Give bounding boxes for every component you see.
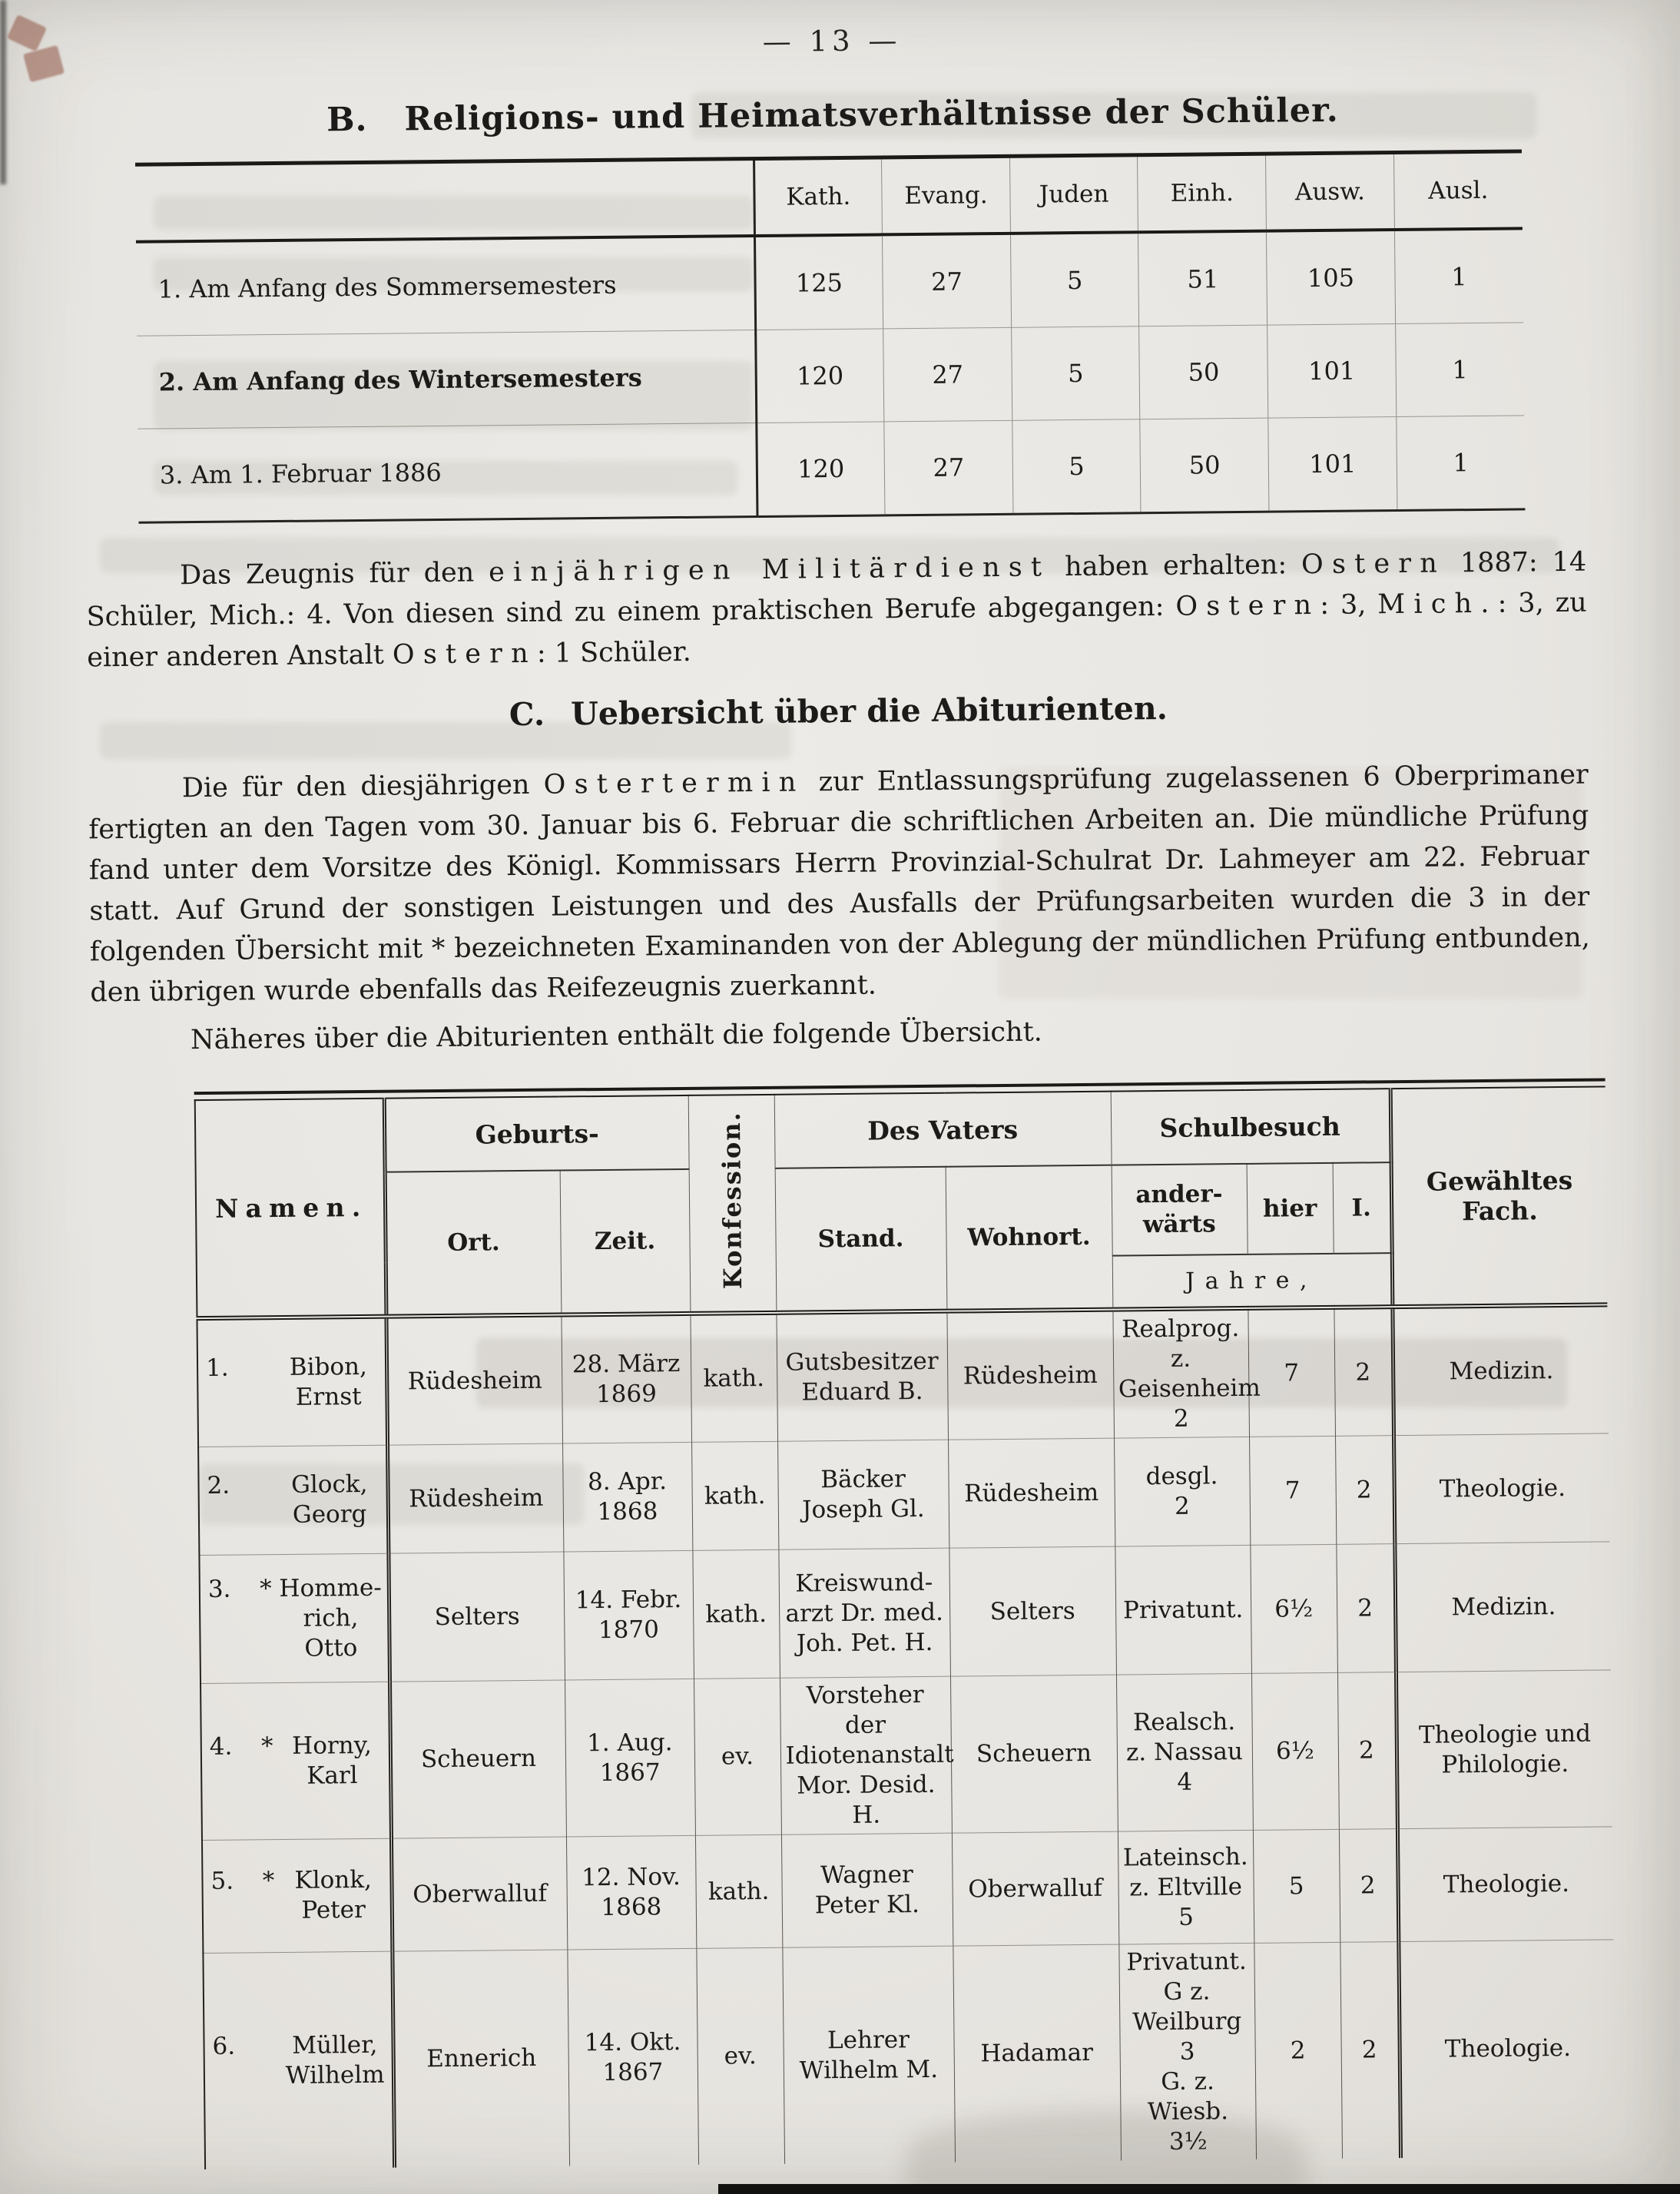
exempt-star: * (260, 1732, 273, 1760)
cell-geburtsort: Oberwalluf (391, 1837, 567, 1951)
cell-schule-anderwaerts: Lateinsch. z. Eltville 5 (1118, 1830, 1254, 1944)
abitur-row (199, 1542, 1611, 1684)
th-gewaehltes-fach: Gewähltes Fach. (1390, 1086, 1608, 1307)
religion-row-label: 2. Am Anfang des Wintersemesters (137, 330, 756, 429)
cell-schule-hier: 6½ (1251, 1672, 1339, 1830)
abiturienten-table-wrapper (194, 1078, 1615, 2169)
row-number: 2. (207, 1471, 230, 1500)
cell-schule-anderwaerts: Realprog. z. Geisenheim 2 (1112, 1308, 1249, 1438)
cell-jahre-prima: 2 (1336, 1544, 1396, 1673)
section-c-label: C. (509, 695, 545, 734)
cell-geburtszeit: 12. Nov. 1868 (566, 1835, 696, 1950)
religion-cell: 5 (1010, 232, 1139, 327)
cell-vater-stand: Wagner Peter Kl. (781, 1833, 953, 1947)
paragraph-text-spaced: einjährigen Militärdienst (488, 552, 1051, 588)
religion-cell: 27 (883, 327, 1012, 422)
paragraph-text: haben erhalten: (1050, 549, 1302, 583)
th-hier: hier (1247, 1163, 1334, 1254)
cell-geburtszeit: 14. Febr. 1870 (563, 1550, 694, 1680)
cell-schule-hier: 7 (1248, 1307, 1335, 1437)
konfession-vertical-label: Konfession. (716, 1111, 747, 1290)
abitur-row (202, 1827, 1613, 1954)
cell-vater-wohnort: Rüdesheim (946, 1310, 1114, 1440)
religion-cell: 101 (1268, 417, 1397, 512)
cell-jahre-prima: 2 (1334, 1307, 1393, 1436)
cell-vater-stand: Gutsbesitzer Eduard B. (776, 1311, 948, 1442)
cell-namen (203, 1951, 394, 2169)
section-b-title: Religions- und Heimatsverhältnisse der Schüler. (404, 91, 1339, 139)
th-wohnort: Wohnort. (946, 1165, 1113, 1311)
th-zeit: Zeit. (560, 1169, 691, 1315)
cell-schule-hier: 2 (1254, 1942, 1342, 2159)
religion-row-label: 1. Am Anfang des Sommersemesters (157, 270, 617, 304)
row-number: 6. (212, 2032, 236, 2060)
religion-cell: 120 (756, 422, 885, 517)
cell-fach: Medizin. (1394, 1542, 1611, 1672)
row-number: 3. (207, 1575, 231, 1603)
religion-cell: 5 (1012, 419, 1142, 515)
paragraph-text: : 3, (1320, 589, 1378, 621)
paragraph-text: zur Entlassungsprüfung zugelassenen 6 Oberprimaner fertigten an den Tagen vom 30. Januar bis 6. Februar die schriftlichen Arbeiten an. Die mündliche Prüfung fand unter dem Vorsitze des Königl. Kommissars Herrn Provinzial-Schulrat Dr. Lahmeyer am 22. Februar statt. Auf Grund der sonstigen Leistungen und des Ausfalls der Prüfungsarbeiten wurden die 3 in der folgenden Übersicht mit * bezeichneten Examinanden von der Ablegung der mündlichen Prüfung entbunden, den übrigen wurde ebenfalls das Reifezeugnis zuerkannt. (88, 759, 1590, 1009)
abitur-header-row-groups (195, 1086, 1606, 1174)
religion-col-kath: Kath. (754, 159, 883, 236)
paragraph-text: Das Zeugnis für den (179, 557, 489, 592)
cell-fach: Medizin. (1392, 1304, 1609, 1435)
cell-fach: Theologie. (1398, 1940, 1615, 2158)
cell-geburtszeit: 14. Okt. 1867 (567, 1948, 698, 2166)
page-number: — 13 — (762, 24, 902, 58)
religion-col-evang: Evang. (882, 158, 1011, 235)
abitur-row (200, 1670, 1612, 1841)
cell-konfession: kath. (695, 1834, 782, 1948)
th-schulbesuch: Schulbesuch (1111, 1089, 1391, 1165)
religion-row (136, 228, 1523, 336)
paragraph-text-spaced: Ostern (1301, 548, 1446, 581)
cell-fach: Theologie. (1393, 1433, 1609, 1544)
student-name: Homme- rich, Otto (279, 1573, 382, 1662)
religion-col-einh: Einh. (1138, 156, 1267, 233)
cell-konfession: kath. (690, 1313, 777, 1443)
cell-schule-anderwaerts: Privatunt. (1115, 1545, 1251, 1675)
th-des-vaters: Des Vaters (774, 1092, 1112, 1168)
cell-vater-wohnort: Selters (949, 1546, 1116, 1676)
cell-namen (199, 1553, 389, 1683)
cell-schule-anderwaerts: Realsch. z. Nassau 4 (1116, 1673, 1253, 1831)
cell-jahre-prima: 2 (1335, 1436, 1394, 1545)
religion-cell: 1 (1394, 228, 1523, 323)
cell-vater-wohnort: Rüdesheim (948, 1438, 1115, 1548)
religion-cell: 105 (1267, 230, 1396, 325)
abitur-row (198, 1433, 1609, 1556)
student-name: Bibon, Ernst (289, 1352, 368, 1411)
section-b-heading (84, 89, 1580, 142)
paragraph-text-spaced: Ostern (1175, 589, 1320, 622)
cell-namen (200, 1682, 391, 1840)
religion-cell: 50 (1139, 325, 1268, 419)
cell-geburtszeit: 8. Apr. 1868 (562, 1442, 692, 1552)
paragraph-text-spaced: Mich. (1377, 588, 1498, 621)
paragraph-text: : 3, zu einer anderen Anstalt (87, 587, 1587, 674)
cell-schule-anderwaerts: desgl. 2 (1114, 1437, 1250, 1546)
section-c-heading (91, 686, 1586, 737)
th-konfession (688, 1095, 777, 1314)
cell-namen (198, 1445, 388, 1555)
paragraph-text-spaced: Ostertermin (543, 767, 805, 800)
cell-geburtsort: Rüdesheim (386, 1315, 562, 1446)
religion-cell: 125 (754, 234, 883, 330)
cell-geburtsort: Scheuern (389, 1680, 566, 1838)
cell-vater-stand: Bäcker Joseph Gl. (777, 1440, 949, 1549)
cell-fach: Theologie und Philologie. (1396, 1670, 1612, 1829)
th-geburts: Geburts- (384, 1095, 689, 1172)
student-name: Glock, Georg (290, 1470, 368, 1529)
th-stand: Stand. (775, 1167, 947, 1313)
abitur-row (197, 1304, 1609, 1447)
student-name: Müller, Wilhelm (285, 2030, 385, 2090)
cell-konfession: kath. (691, 1441, 778, 1550)
religion-row-label: 3. Am 1. Februar 1886 (138, 423, 757, 523)
row-number: 5. (210, 1867, 234, 1895)
row-number: 1. (205, 1354, 229, 1382)
cell-vater-wohnort: Oberwalluf (952, 1831, 1118, 1946)
cell-jahre-prima: 2 (1337, 1672, 1397, 1830)
th-klasse-i: I. (1333, 1162, 1392, 1254)
religion-cell: 27 (883, 234, 1012, 329)
cell-konfession: kath. (692, 1549, 780, 1679)
religion-table-wrapper (135, 149, 1525, 523)
th-jahre: Jahre, (1112, 1253, 1393, 1309)
religion-row (137, 323, 1524, 429)
abitur-row (203, 1940, 1615, 2169)
cell-schule-hier: 7 (1249, 1436, 1336, 1545)
cell-fach: Theologie. (1397, 1827, 1613, 1942)
religion-cell: 27 (884, 420, 1013, 515)
religion-cell: 1 (1397, 416, 1526, 511)
cell-geburtsort: Selters (388, 1552, 565, 1682)
cell-vater-wohnort: Scheuern (950, 1675, 1118, 1833)
religion-col-ausw: Ausw. (1266, 154, 1395, 231)
religion-cell: 101 (1267, 324, 1397, 419)
th-namen: Namen. (195, 1099, 386, 1318)
paragraph-text: : 1 Schüler. (536, 636, 691, 669)
religion-header-row (135, 153, 1523, 241)
cell-konfession: ev. (696, 1947, 784, 2165)
cell-konfession: ev. (694, 1678, 781, 1835)
exempt-star: * (259, 1574, 272, 1602)
cell-schule-hier: 6½ (1250, 1544, 1337, 1673)
abiturienten-table (194, 1085, 1615, 2169)
religion-table (135, 153, 1525, 523)
cell-vater-stand: Vorsteher der Idiotenanstalt Mor. Desid. H. (780, 1676, 952, 1834)
cell-vater-wohnort: Hadamar (953, 1944, 1121, 2163)
section-b-label: B. (326, 100, 368, 140)
scan-edge-bar (718, 2184, 1680, 2194)
religion-cell: 51 (1138, 231, 1267, 326)
cell-vater-stand: Kreiswund- arzt Dr. med. Joh. Pet. H. (778, 1548, 950, 1678)
cell-jahre-prima: 2 (1340, 1942, 1400, 2159)
student-name: Horny, Karl (292, 1731, 373, 1790)
religion-header-empty (135, 161, 754, 242)
th-ort: Ort. (385, 1171, 562, 1317)
religion-cell: 5 (1011, 326, 1140, 421)
cell-schule-hier: 5 (1253, 1829, 1340, 1943)
religion-cell: 1 (1395, 323, 1524, 417)
militaerdienst-paragraph (86, 542, 1587, 679)
student-name: Klonk, Peter (294, 1865, 373, 1924)
cell-namen (202, 1838, 392, 1953)
paragraph-text: Die für den diesjährigen (181, 769, 544, 804)
religion-cell: 120 (755, 329, 884, 423)
religion-row (138, 416, 1525, 522)
cell-geburtsort: Rüdesheim (387, 1443, 563, 1553)
naeheres-line: Näheres über die Abiturienten enthält die folgende Übersicht. (190, 1016, 1042, 1056)
paragraph-text-spaced: Ostern (392, 638, 538, 671)
cell-jahre-prima: 2 (1339, 1829, 1398, 1943)
religion-col-juden: Juden (1009, 157, 1138, 234)
section-c-title: Uebersicht über die Abiturienten. (570, 689, 1168, 733)
abiturienten-paragraph (88, 755, 1591, 1014)
religion-cell: 50 (1140, 418, 1269, 513)
cell-vater-stand: Lehrer Wilhelm M. (782, 1946, 955, 2164)
cell-geburtszeit: 1. Aug. 1867 (565, 1679, 695, 1837)
paragraph-text: 1887: 14 Schüler, Mich.: 4. Von diesen sind zu einem praktischen Berufe abgegangen: (86, 546, 1587, 633)
row-number: 4. (209, 1732, 233, 1761)
exempt-star: * (262, 1867, 275, 1895)
cell-geburtsort: Ennerich (392, 1950, 569, 2168)
religion-col-ausl: Ausl. (1393, 153, 1523, 230)
th-anderwaerts: ander- wärts (1112, 1164, 1248, 1256)
cell-schule-anderwaerts: Privatunt. G z. Weilburg 3 G. z. Wiesb. 3½ (1118, 1943, 1256, 2160)
cell-geburtszeit: 28. März 1869 (561, 1314, 691, 1443)
cell-namen (197, 1317, 387, 1447)
